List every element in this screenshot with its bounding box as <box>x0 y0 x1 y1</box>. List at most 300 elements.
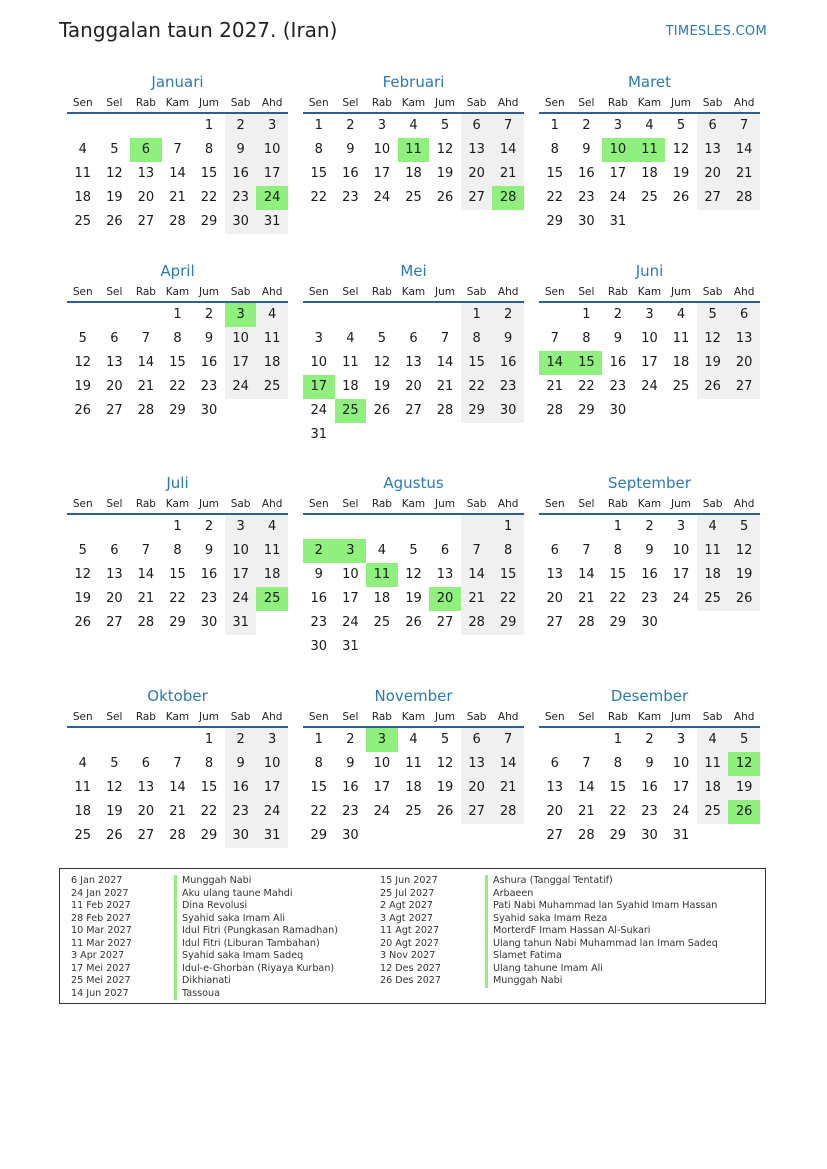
holiday-date: 11 Mar 2027 <box>71 937 132 949</box>
day-cell: 9 <box>225 752 257 776</box>
day-cell: 8 <box>173 331 182 346</box>
day-cell: 11 <box>405 756 422 771</box>
weekday-label: Jum <box>199 711 220 723</box>
weekday-label: Ahd <box>261 498 283 510</box>
day-cell: 22 <box>310 804 328 819</box>
day-cell: 10 <box>373 142 391 157</box>
day-cell: 25 <box>405 190 422 205</box>
day-cell: 7 <box>492 114 524 138</box>
day-cell: 21 <box>137 379 155 394</box>
day-cell: 28 <box>169 828 186 843</box>
holiday-date: 26 Des 2027 <box>380 975 442 986</box>
day-cell: 7 <box>173 142 182 157</box>
day-cell: 28 <box>578 828 595 843</box>
day-cell: 3 <box>256 114 288 138</box>
day-cell: 18 <box>405 166 422 181</box>
day-cell: 2 <box>492 303 524 327</box>
day-cell: 13 <box>137 166 155 181</box>
weekday-label: Rab <box>371 286 392 298</box>
page-title: Tanggalan taun 2027. (Iran) <box>59 18 338 42</box>
day-cell: 30 <box>200 615 218 630</box>
day-cell: 5 <box>78 543 87 558</box>
day-cell: 13 <box>106 567 123 582</box>
day-cell: 14 <box>169 166 186 181</box>
day-cell: 30 <box>200 403 218 418</box>
empty-cell <box>67 303 99 327</box>
day-cell: 30 <box>578 214 595 229</box>
day-cell: 18 <box>74 190 92 205</box>
day-cell: 8 <box>204 142 214 157</box>
day-cell: 13 <box>106 355 123 370</box>
weekday-label: Ahd <box>733 97 755 109</box>
day-cell: 18 <box>641 166 658 181</box>
day-cell: 31 <box>310 427 328 442</box>
holiday-name: Munggah Nabi <box>485 975 718 988</box>
day-cell: 3 <box>225 515 257 539</box>
day-cell: 18 <box>256 351 288 375</box>
day-cell: 12 <box>106 780 123 795</box>
day-cell: 10 <box>373 756 391 771</box>
holiday-day: 3 <box>225 303 257 327</box>
day-cell: 8 <box>550 142 559 157</box>
day-cell: 19 <box>728 776 760 800</box>
day-cell: 9 <box>492 327 524 351</box>
day-cell: 17 <box>373 166 391 181</box>
day-cell: 26 <box>697 375 729 399</box>
day-cell: 7 <box>728 114 760 138</box>
weekday-label: Sel <box>578 286 595 298</box>
empty-cell <box>539 303 571 327</box>
day-cell: 9 <box>346 142 355 157</box>
day-cell: 9 <box>204 331 214 346</box>
weekday-label: Sen <box>544 286 565 298</box>
day-cell: 26 <box>106 828 123 843</box>
month-name: November <box>374 687 453 705</box>
day-cell: 19 <box>436 166 454 181</box>
day-cell: 5 <box>78 331 87 346</box>
empty-cell <box>99 303 131 327</box>
day-cell: 20 <box>697 162 729 186</box>
holiday-day: 11 <box>366 563 398 587</box>
brand-link[interactable]: TIMESLES.COM <box>665 24 767 39</box>
day-cell: 20 <box>546 804 564 819</box>
day-cell: 26 <box>106 214 123 229</box>
day-cell: 15 <box>609 780 627 795</box>
day-cell: 24 <box>310 403 328 418</box>
weekday-label: Jum <box>435 97 456 109</box>
days-grid <box>303 728 524 848</box>
weekday-label: Rab <box>135 498 156 510</box>
day-cell: 28 <box>578 615 595 630</box>
day-cell: 6 <box>110 331 119 346</box>
day-cell: 14 <box>728 138 760 162</box>
holiday-date: 6 Jan 2027 <box>71 875 123 886</box>
day-cell: 6 <box>141 756 151 771</box>
day-cell: 5 <box>409 543 418 558</box>
empty-cell <box>162 114 194 138</box>
holiday-day: 20 <box>429 587 461 611</box>
day-cell: 9 <box>613 331 623 346</box>
holiday-date: 11 Feb 2027 <box>71 900 131 911</box>
day-cell: 16 <box>609 355 627 370</box>
day-cell: 17 <box>641 355 658 370</box>
day-cell: 8 <box>204 756 214 771</box>
holiday-date: 15 Jun 2027 <box>380 875 438 886</box>
day-cell: 14 <box>169 780 186 795</box>
day-cell: 28 <box>169 214 186 229</box>
legend-column <box>485 875 718 988</box>
month-name: Maret <box>627 73 672 91</box>
holiday-name: Idul-e-Ghorban (Riyaya Kurban) <box>174 963 338 976</box>
day-cell: 4 <box>676 307 686 322</box>
holiday-day: 11 <box>398 138 430 162</box>
weekday-label: Ahd <box>733 286 755 298</box>
day-cell: 12 <box>373 355 391 370</box>
day-cell: 11 <box>697 539 729 563</box>
day-cell: 15 <box>310 780 328 795</box>
day-cell: 27 <box>106 403 123 418</box>
day-cell: 4 <box>645 118 654 133</box>
day-cell: 2 <box>225 728 257 752</box>
day-cell: 22 <box>200 804 218 819</box>
day-cell: 27 <box>546 615 564 630</box>
day-cell: 20 <box>461 776 493 800</box>
weekday-label: Sab <box>466 498 487 510</box>
day-cell: 14 <box>578 780 595 795</box>
day-cell: 7 <box>550 331 559 346</box>
empty-cell <box>130 303 162 327</box>
day-cell: 7 <box>141 543 151 558</box>
day-cell: 20 <box>106 379 123 394</box>
day-cell: 28 <box>137 615 155 630</box>
day-cell: 1 <box>204 118 214 133</box>
day-cell: 13 <box>405 355 422 370</box>
day-cell: 3 <box>377 118 387 133</box>
day-cell: 24 <box>373 190 391 205</box>
day-cell: 22 <box>169 379 186 394</box>
day-cell: 4 <box>697 728 729 752</box>
weekday-label: Jum <box>199 286 220 298</box>
day-cell: 19 <box>436 780 454 795</box>
weekday-label: Rab <box>607 711 628 723</box>
weekday-label: Kam <box>401 286 426 298</box>
day-cell: 13 <box>697 138 729 162</box>
holiday-date: 14 Jun 2027 <box>71 987 129 999</box>
day-cell: 16 <box>641 567 658 582</box>
weekday-label: Jum <box>671 286 692 298</box>
day-cell: 28 <box>492 800 524 824</box>
day-cell: 26 <box>436 804 454 819</box>
day-cell: 5 <box>440 732 450 747</box>
day-cell: 16 <box>225 776 257 800</box>
day-cell: 18 <box>342 379 359 394</box>
day-cell: 21 <box>546 379 564 394</box>
holiday-name: Idul Fitri (Pungkasan Ramadhan) <box>174 925 338 938</box>
day-cell: 16 <box>310 591 328 606</box>
weekday-label: Ahd <box>733 498 755 510</box>
weekday-label: Sen <box>72 286 93 298</box>
day-cell: 23 <box>641 804 658 819</box>
holiday-name: MorterdF Imam Hassan Al-Sukari <box>485 925 718 938</box>
weekday-label: Jum <box>199 498 220 510</box>
day-cell: 2 <box>346 732 355 747</box>
weekday-label: Ahd <box>261 97 283 109</box>
weekday-header <box>303 708 524 728</box>
day-cell: 22 <box>461 375 493 399</box>
month-september <box>539 471 760 635</box>
weekday-label: Sen <box>72 97 93 109</box>
weekday-label: Ahd <box>497 498 519 510</box>
weekday-label: Sel <box>106 498 123 510</box>
weekday-label: Kam <box>401 711 426 723</box>
weekday-label: Sel <box>342 97 359 109</box>
weekday-label: Rab <box>607 97 628 109</box>
day-cell: 29 <box>492 611 524 635</box>
legend-column <box>174 875 338 1000</box>
weekday-label: Sab <box>466 286 487 298</box>
day-cell: 18 <box>672 355 690 370</box>
day-cell: 8 <box>314 142 323 157</box>
day-cell: 11 <box>672 331 690 346</box>
day-cell: 24 <box>225 587 257 611</box>
day-cell: 10 <box>256 138 288 162</box>
weekday-label: Ahd <box>261 286 283 298</box>
holiday-date: 3 Agt 2027 <box>380 912 434 924</box>
day-cell: 9 <box>645 756 654 771</box>
day-cell: 11 <box>256 327 288 351</box>
weekday-label: Sen <box>72 711 93 723</box>
month-name: Juni <box>635 262 664 280</box>
weekday-label: Sel <box>342 498 359 510</box>
weekday-label: Jum <box>671 97 692 109</box>
weekday-label: Sel <box>578 711 595 723</box>
day-cell: 23 <box>609 379 627 394</box>
month-oktober <box>67 684 288 848</box>
day-cell: 23 <box>310 615 328 630</box>
holiday-name: Syahid saka Imam Ali <box>174 913 338 926</box>
day-cell: 31 <box>342 639 359 654</box>
day-cell: 17 <box>225 351 257 375</box>
holiday-name: Ulang tahun Nabi Muhammad lan Imam Sadeq <box>485 938 718 951</box>
day-cell: 17 <box>373 780 391 795</box>
day-cell: 25 <box>74 214 92 229</box>
days-grid <box>303 114 524 210</box>
empty-cell <box>162 728 194 752</box>
empty-cell <box>366 303 398 327</box>
day-cell: 22 <box>609 591 627 606</box>
day-cell: 27 <box>405 403 422 418</box>
day-cell: 10 <box>225 539 257 563</box>
day-cell: 26 <box>74 615 92 630</box>
day-cell: 19 <box>672 166 690 181</box>
day-cell: 1 <box>492 515 524 539</box>
day-cell: 1 <box>314 118 323 133</box>
day-cell: 10 <box>672 543 690 558</box>
weekday-label: Jum <box>435 711 456 723</box>
day-cell: 26 <box>405 615 422 630</box>
day-cell: 4 <box>697 515 729 539</box>
day-cell: 17 <box>225 563 257 587</box>
weekday-header <box>67 708 288 728</box>
weekday-label: Jum <box>671 498 692 510</box>
day-cell: 21 <box>578 804 595 819</box>
day-cell: 5 <box>110 142 119 157</box>
day-cell: 3 <box>613 118 623 133</box>
holiday-day: 15 <box>571 351 603 375</box>
holiday-name: Ashura (Tanggal Tentatif) <box>485 875 718 888</box>
day-cell: 19 <box>74 591 92 606</box>
day-cell: 26 <box>436 190 454 205</box>
days-grid <box>67 515 288 635</box>
empty-cell <box>571 728 603 752</box>
legend-column <box>71 875 132 1000</box>
day-cell: 1 <box>550 118 559 133</box>
holiday-name: Syahid saka Imam Sadeq <box>174 950 338 963</box>
month-mei <box>303 259 524 447</box>
weekday-label: Rab <box>135 286 156 298</box>
day-cell: 30 <box>225 210 257 234</box>
empty-cell <box>335 303 367 327</box>
day-cell: 2 <box>645 732 654 747</box>
day-cell: 6 <box>461 728 493 752</box>
weekday-label: Kam <box>165 498 190 510</box>
days-grid <box>67 303 288 423</box>
holiday-day: 25 <box>335 399 367 423</box>
day-cell: 21 <box>436 379 454 394</box>
day-cell: 16 <box>641 780 658 795</box>
day-cell: 17 <box>672 780 690 795</box>
weekday-label: Sen <box>544 97 565 109</box>
holiday-date: 3 Apr 2027 <box>71 950 125 961</box>
empty-cell <box>67 515 99 539</box>
weekday-label: Kam <box>165 97 190 109</box>
day-cell: 27 <box>546 828 564 843</box>
day-cell: 16 <box>200 567 218 582</box>
day-cell: 6 <box>697 114 729 138</box>
day-cell: 14 <box>137 567 155 582</box>
day-cell: 19 <box>74 379 92 394</box>
day-cell: 4 <box>256 303 288 327</box>
day-cell: 20 <box>137 804 155 819</box>
holiday-name: Slamet Fatima <box>485 950 718 963</box>
holiday-date: 24 Jan 2027 <box>71 887 129 899</box>
weekday-label: Jum <box>435 498 456 510</box>
holiday-name: Arbaeen <box>485 888 718 901</box>
day-cell: 18 <box>405 780 422 795</box>
holiday-name: Tassoua <box>174 988 338 1001</box>
day-cell: 27 <box>461 800 493 824</box>
day-cell: 30 <box>641 828 658 843</box>
day-cell: 12 <box>728 539 760 563</box>
day-cell: 19 <box>728 563 760 587</box>
day-cell: 6 <box>409 331 418 346</box>
holiday-day: 24 <box>256 186 288 210</box>
day-cell: 14 <box>492 138 524 162</box>
weekday-label: Sen <box>544 498 565 510</box>
day-cell: 7 <box>440 331 450 346</box>
day-cell: 30 <box>310 639 328 654</box>
day-cell: 22 <box>578 379 595 394</box>
weekday-label: Rab <box>371 97 392 109</box>
day-cell: 29 <box>200 828 218 843</box>
day-cell: 9 <box>582 142 591 157</box>
day-cell: 20 <box>728 351 760 375</box>
empty-cell <box>335 515 367 539</box>
month-name: Mei <box>400 262 427 280</box>
weekday-label: Rab <box>607 286 628 298</box>
day-cell: 12 <box>672 142 690 157</box>
day-cell: 15 <box>609 567 627 582</box>
day-cell: 28 <box>137 403 155 418</box>
month-november <box>303 684 524 848</box>
day-cell: 21 <box>169 804 186 819</box>
day-cell: 20 <box>405 379 422 394</box>
weekday-header <box>539 495 760 515</box>
weekday-label: Sab <box>466 711 487 723</box>
day-cell: 12 <box>74 567 92 582</box>
holiday-day: 26 <box>728 800 760 824</box>
day-cell: 7 <box>141 331 151 346</box>
weekday-header <box>303 94 524 114</box>
day-cell: 25 <box>697 587 729 611</box>
day-cell: 5 <box>440 118 450 133</box>
day-cell: 2 <box>582 118 591 133</box>
day-cell: 22 <box>546 190 564 205</box>
day-cell: 27 <box>697 186 729 210</box>
day-cell: 4 <box>346 331 355 346</box>
day-cell: 16 <box>578 166 595 181</box>
day-cell: 23 <box>342 804 359 819</box>
day-cell: 29 <box>546 214 564 229</box>
day-cell: 17 <box>672 567 690 582</box>
day-cell: 29 <box>461 399 493 423</box>
month-agustus <box>303 471 524 659</box>
day-cell: 27 <box>728 375 760 399</box>
day-cell: 7 <box>461 539 493 563</box>
days-grid <box>539 303 760 423</box>
day-cell: 27 <box>436 615 454 630</box>
day-cell: 5 <box>377 331 387 346</box>
day-cell: 28 <box>546 403 564 418</box>
weekday-label: Sab <box>230 286 251 298</box>
month-name: Juli <box>166 474 189 492</box>
day-cell: 16 <box>492 351 524 375</box>
weekday-label: Rab <box>371 711 392 723</box>
day-cell: 10 <box>672 756 690 771</box>
weekday-label: Kam <box>637 498 662 510</box>
holiday-day: 10 <box>602 138 634 162</box>
day-cell: 22 <box>200 190 218 205</box>
day-cell: 11 <box>74 166 92 181</box>
day-cell: 16 <box>342 780 359 795</box>
holiday-name: Dina Revolusi <box>174 900 338 913</box>
weekday-label: Ahd <box>497 286 519 298</box>
weekday-header <box>539 708 760 728</box>
weekday-label: Sen <box>308 286 329 298</box>
day-cell: 26 <box>728 587 760 611</box>
holiday-date: 3 Nov 2027 <box>380 950 436 961</box>
weekday-label: Rab <box>135 711 156 723</box>
holiday-name: Munggah Nabi <box>174 875 338 888</box>
day-cell: 21 <box>578 591 595 606</box>
day-cell: 15 <box>310 166 328 181</box>
day-cell: 13 <box>728 327 760 351</box>
weekday-label: Sab <box>230 97 251 109</box>
day-cell: 1 <box>582 307 591 322</box>
day-cell: 25 <box>373 615 391 630</box>
holiday-name: Aku ulang taune Mahdi <box>174 888 338 901</box>
weekday-label: Rab <box>607 498 628 510</box>
